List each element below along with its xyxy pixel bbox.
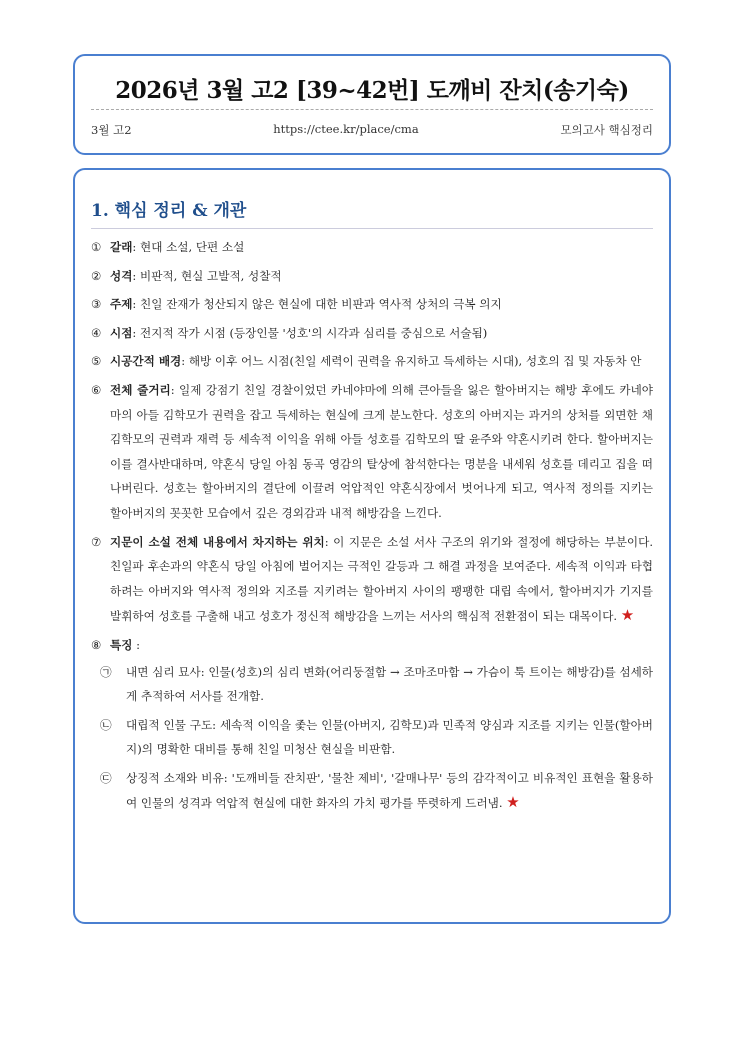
doc-type-label: 모의고사 핵심정리 (560, 123, 653, 137)
summary-item-features: ⑧ 특징 : (91, 637, 140, 652)
summary-item-plot: ⑥ 전체 줄거리: 일제 강점기 친일 경찰이었던 카네야마에 의해 큰아들을 잃은 할아버지는 해방 후에도 카네야마의 아들 김학모가 권력을 잡고 득세하는 현실에 크게 분노한다. 성호의 아버지는 과거의 상처를 외면한 채 김학모의 권력과 재력 등 세속적 이익을 위해 아들 성호를 김학모의 딸 윤주와 약혼시키려 한다. 할아버지는 이를 결사반대하며, 약혼식 당일 아침 동곡 영감의 탈상에 참석한다는 명분을 내세워 성호를 데리고 집을 떠나버린다. 성호는 할아버지의 결단에 이끌려 억압적인 약혼식장에서 벗어나게 되고, 역사적 정의를 지키는 할아버지의 꼿꼿한 모습에서 깊은 경외감과 내적 해방감을 느낀다. (91, 382, 653, 520)
summary-item-theme: ③ 주제: 친일 잔재가 청산되지 않은 현실에 대한 비판과 역사적 상처의 극복 의지 (91, 297, 502, 312)
summary-item-position: ⑦ 지문이 소설 전체 내용에서 차지하는 위치: 이 지문은 소설 서사 구조의 위기와 절정에 해당하는 부분이다. 친일파 후손과의 약혼식 당일 아침에 벌어지는 극적인 갈등과 그 해결 과정을 보여준다. 세속적 이익과 타협하려는 아버지와 역사적 정의와 지조를 지키려는 할아버지 사이의 팽팽한 대립 속에서, 할아버지가 기지를 발휘하여 성호를 구출해 내고 성호가 정신적 해방감을 느끼는 서사의 핵심적 전환점이 되는 대목이다. ★ (91, 534, 654, 625)
star-icon: ★ (620, 606, 635, 625)
header-meta (91, 122, 653, 138)
summary-item-viewpoint: ④ 시점: 전지적 작가 시점 (등장인물 '성호'의 시각과 심리를 중심으로 서술됨) (91, 325, 488, 340)
header-divider (91, 109, 653, 110)
header-box (73, 54, 671, 155)
summary-item-character: ② 성격: 비판적, 현실 고발적, 성찰적 (91, 268, 282, 283)
summary-item-genre: ① 갈래: 현대 소설, 단편 소설 (91, 240, 245, 254)
summary-item-setting: ⑤ 시공간적 배경: 해방 이후 어느 시점(친일 세력이 권력을 유지하고 득세하는 시대), 성호의 집 및 자동차 안 (91, 354, 642, 369)
content-box (73, 168, 671, 924)
source-url[interactable]: https://ctee.kr/place/cma (273, 122, 419, 136)
section-title: 1. 핵심 정리 & 개관 (91, 196, 653, 229)
star-icon: ★ (506, 793, 520, 812)
feature-item-symbolism: ㉢ 상징적 소재와 비유: '도깨비들 잔치판', '물찬 제비', '갈매나무' 등의 감각적이고 비유적인 표현을 활용하여 인물의 성격과 억압적 현실에 대한 화자의 가치 평가를 뚜렷하게 드러냄. ★ (100, 770, 653, 812)
exam-label: 3월 고2 (91, 123, 132, 137)
feature-item-contrast: ㉡ 대립적 인물 구도: 세속적 이익을 좇는 인물(아버지, 김학모)과 민족적 양심과 지조를 지키는 인물(할아버지)의 명확한 대비를 통해 친일 미청산 현실을 비판함. (100, 717, 653, 757)
page-title: 2026년 3월 고2 [39~42번] 도깨비 잔치(송기숙) (115, 77, 629, 104)
feature-item-psychology: ㉠ 내면 심리 묘사: 인물(성호)의 심리 변화(어리둥절함 → 조마조마함 → 가슴이 툭 트이는 해방감)를 섬세하게 추적하여 서사를 전개함. (100, 664, 653, 704)
